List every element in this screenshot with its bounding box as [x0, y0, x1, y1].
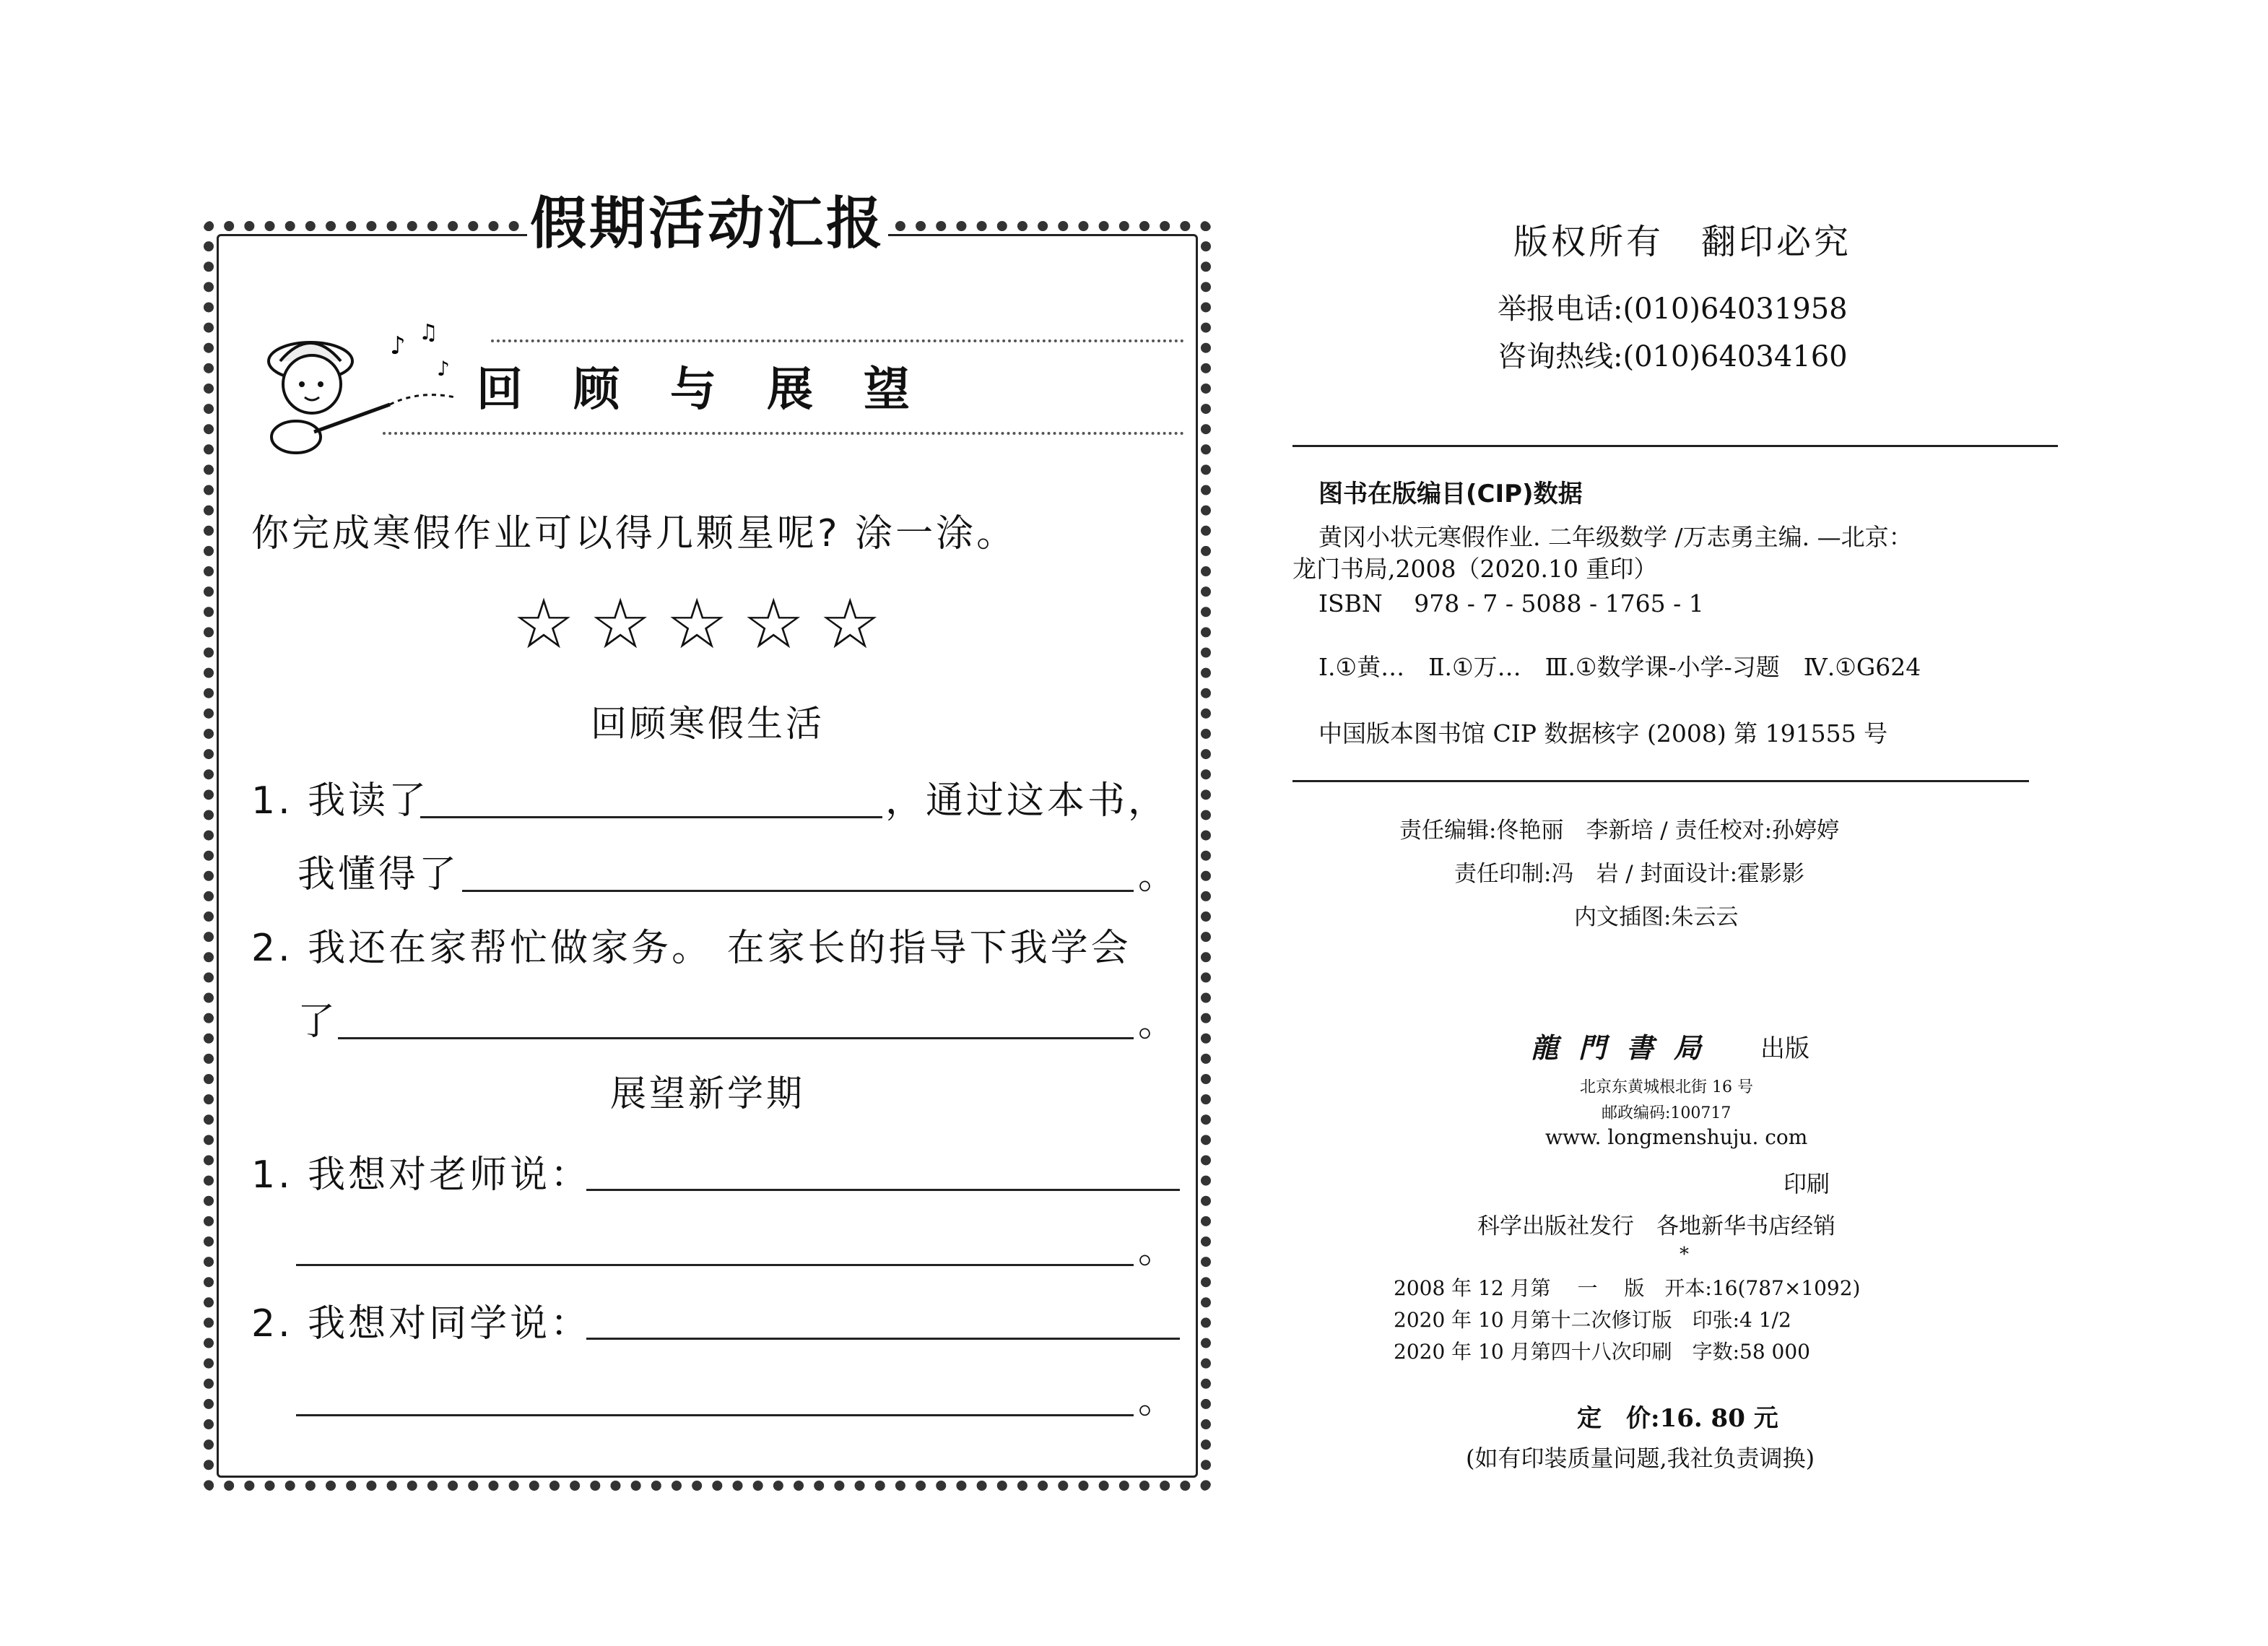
subtitle-top-rule [491, 339, 1184, 342]
svg-text:♪: ♪ [437, 357, 450, 381]
consult-phone: 咨询热线:(010)64034160 [1498, 340, 1848, 373]
distribution-line: 科学出版社发行 各地新华书店经销 [1477, 1213, 1835, 1239]
q3-label: 1. 我想对老师说： [251, 1153, 591, 1197]
copyright-notice: 版权所有 翻印必究 [1513, 222, 1851, 262]
illustrator-credit: 内文插图:朱云云 [1574, 904, 1739, 930]
q1-book-blank[interactable] [420, 816, 882, 818]
page-title: 假期活动汇报 [527, 188, 888, 260]
publisher-logo: 龍門書局 [1531, 1031, 1722, 1064]
publisher-postcode: 邮政编码:100717 [1602, 1104, 1732, 1122]
print-design-credit: 责任印制:冯 岩 / 封面设计:霍影影 [1454, 861, 1805, 887]
cip-isbn: ISBN 978 - 7 - 5088 - 1765 - 1 [1318, 589, 1704, 618]
publisher-address: 北京东黄城根北街 16 号 [1580, 1078, 1753, 1096]
q3-teacher-blank-2[interactable] [296, 1264, 1134, 1266]
q2-line2-label: 了 [297, 1000, 339, 1044]
price: 定 价:16. 80 元 [1577, 1404, 1778, 1433]
rating-stars[interactable]: ☆☆☆☆☆ [513, 584, 896, 664]
q2-end-mark: 。 [1138, 1002, 1179, 1045]
star-prompt: 你完成寒假作业可以得几颗星呢? 涂一涂。 [251, 512, 1017, 555]
q3-end-mark: 。 [1138, 1229, 1179, 1272]
cip-classification: Ⅰ.①黄… Ⅱ.①万… Ⅲ.①数学课-小学-习题 Ⅳ.①G624 [1318, 653, 1921, 681]
child-guitar-illustration [246, 318, 462, 462]
q1-line2-label: 我懂得了 [297, 853, 460, 896]
separator-asterisk: * [1680, 1244, 1689, 1265]
q1-prefix: 1. 我读了 [251, 779, 430, 823]
cip-line-1: 黄冈小状元寒假作业. 二年级数学 /万志勇主编. —北京： [1318, 523, 1913, 551]
cip-line-2: 龙门书局,2008（2020.10 重印） [1292, 555, 1658, 583]
q1-learned-blank[interactable] [462, 890, 1134, 892]
q1-mid-text: ，通过这本书， [885, 779, 1169, 823]
subtitle-bottom-rule [383, 432, 1184, 435]
report-phone: 举报电话:(010)64031958 [1498, 293, 1848, 326]
q2-text: 2. 我还在家帮忙做家务。 在家长的指导下我学会 [251, 927, 1131, 970]
section-outlook-heading: 展望新学期 [610, 1073, 805, 1114]
quality-notice: (如有印装质量问题,我社负责调换) [1466, 1444, 1815, 1472]
section-review-heading: 回顾寒假生活 [591, 703, 825, 745]
section-subtitle: 回顾与展望 [477, 363, 960, 417]
q4-classmate-blank[interactable] [586, 1338, 1180, 1340]
divider-top [1292, 445, 2058, 447]
edition-line-2: 2020 年 10 月第十二次修订版 印张:4 1/2 [1394, 1308, 1791, 1332]
q2-learned-blank[interactable] [338, 1037, 1134, 1039]
editors-credit: 责任编辑:佟艳丽 李新培 / 责任校对:孙婷婷 [1399, 818, 1840, 844]
q1-end-mark: 。 [1138, 854, 1179, 898]
edition-line-1: 2008 年 12 月第 一 版 开本:16(787×1092) [1394, 1276, 1861, 1300]
publish-label: 出版 [1760, 1034, 1809, 1063]
edition-line-3: 2020 年 10 月第四十八次印刷 字数:58 000 [1394, 1340, 1810, 1364]
cip-heading: 图书在版编目(CIP)数据 [1318, 480, 1583, 508]
printing-label: 印刷 [1783, 1170, 1830, 1197]
q4-label: 2. 我想对同学说： [251, 1302, 591, 1346]
svg-text:♪: ♪ [390, 332, 406, 360]
q4-end-mark: 。 [1138, 1379, 1179, 1422]
divider-middle [1292, 780, 2029, 782]
q4-classmate-blank-2[interactable] [296, 1414, 1134, 1416]
svg-text:♫: ♫ [419, 320, 438, 345]
q3-teacher-blank[interactable] [586, 1189, 1180, 1191]
publisher-website: www. longmenshuju. com [1545, 1125, 1808, 1149]
cip-record-number: 中国版本图书馆 CIP 数据核字 (2008) 第 191555 号 [1318, 719, 1888, 748]
